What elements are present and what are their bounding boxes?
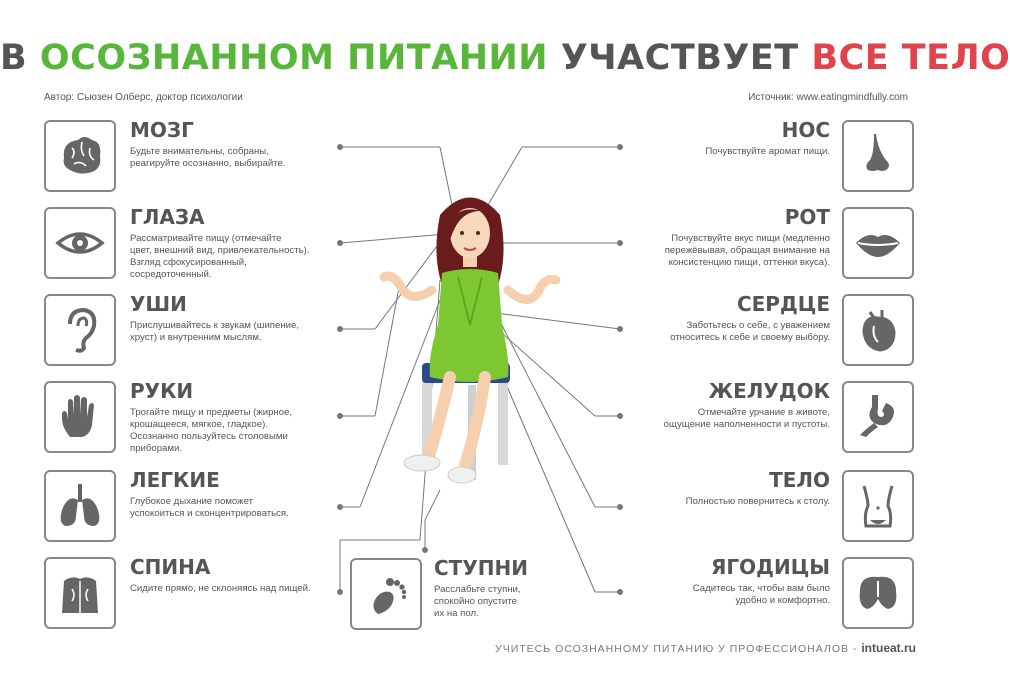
nose-icon-box [842, 120, 914, 192]
ear-icon-box [44, 294, 116, 366]
source-line: Источник: www.eatingmindfully.com [748, 92, 908, 103]
hand-icon-box [44, 381, 116, 453]
heart-icon-box [842, 294, 914, 366]
mouth-icon [852, 217, 904, 269]
left_items-card-1 [130, 206, 460, 281]
stomach-icon-box [842, 381, 914, 453]
card-title: РОТ [784, 205, 830, 229]
back-icon [54, 567, 106, 619]
footer-text: УЧИТЕСЬ ОСОЗНАННОМУ ПИТАНИЮ У ПРОФЕССИОНАЛОВ - [495, 643, 862, 655]
card-title: РУКИ [130, 379, 194, 403]
card-text: Садитесь так, чтобы вам было удобно и комфортно. [692, 583, 830, 606]
back-icon-box [44, 557, 116, 629]
card-title: НОС [781, 118, 830, 142]
footer [495, 641, 916, 655]
card-title: МОЗГ [130, 118, 194, 142]
brain-icon [54, 130, 106, 182]
card-text: Глубокое дыхание поможет успокоиться и сконцентрироваться. [130, 496, 289, 519]
card-text: Трогайте пищу и предметы (жирное, крошащееся, мягкое, гладкое). Осознанно пользуйтесь столовыми приборами. [130, 407, 293, 454]
left_items-card-3 [130, 380, 460, 455]
card-title: ТЕЛО [769, 468, 830, 492]
eye-icon [54, 217, 106, 269]
card-text: Сидите прямо, не склоняясь над пищей. [130, 583, 311, 594]
feet-card [434, 557, 594, 620]
card-title: ГЛАЗА [130, 205, 205, 229]
feet-icon-box [350, 558, 422, 630]
footer-brand: intueat.ru [861, 641, 916, 655]
brain-icon-box [44, 120, 116, 192]
card-text: Будьте внимательны, собраны, реагируйте осознанно, выбирайте. [130, 146, 286, 169]
card-title: ЛЕГКИЕ [130, 468, 220, 492]
stomach-icon [852, 391, 904, 443]
feet-text: Расслабьте ступни, спокойно опустите их на пол. [434, 584, 521, 619]
buttocks-icon-box [842, 557, 914, 629]
title-part-3: УЧАСТВУЕТ [560, 38, 799, 78]
lungs-icon [54, 480, 106, 532]
card-title: ЖЕЛУДОК [708, 379, 830, 403]
left_items-card-0 [130, 119, 460, 170]
buttocks-icon [852, 567, 904, 619]
ear-icon [54, 304, 106, 356]
nose-icon [852, 130, 904, 182]
torso-icon-box [842, 470, 914, 542]
card-text: Прислушивайтесь к звукам (шипение, хруст) и внутренним мыслям. [130, 320, 299, 343]
author-line: Автор: Сьюзен Олберс, доктор психологии [44, 92, 243, 103]
right_items-card-3 [500, 380, 830, 431]
hand-icon [54, 391, 106, 443]
heart-icon [852, 304, 904, 356]
left_items-card-4 [130, 469, 460, 520]
mouth-icon-box [842, 207, 914, 279]
card-title: СПИНА [130, 555, 211, 579]
card-text: Рассматривайте пищу (отмечайте цвет, внешний вид, привлекательность). Взгляд сфокусированный, сосредоточенный. [130, 233, 310, 280]
feet-title: СТУПНИ [434, 556, 528, 580]
right_items-card-4 [500, 469, 830, 508]
card-title: СЕРДЦЕ [736, 292, 830, 316]
title-part-4: ВСЕ ТЕЛО [811, 38, 1010, 78]
right_items-card-2 [500, 293, 830, 344]
left_items-card-2 [130, 293, 460, 344]
torso-icon [852, 480, 904, 532]
right_items-card-0 [500, 119, 830, 158]
eye-icon-box [44, 207, 116, 279]
title-part-1: В [0, 38, 28, 78]
card-text: Отмечайте урчание в животе, ощущение наполненности и пустоты. [663, 407, 830, 430]
card-text: Почувствуйте аромат пищи. [705, 146, 830, 157]
card-title: ЯГОДИЦЫ [711, 555, 830, 579]
card-title: УШИ [130, 292, 187, 316]
right_items-card-1 [500, 206, 830, 269]
title-part-2: ОСОЗНАННОМ ПИТАНИИ [39, 38, 549, 78]
foot-icon [360, 568, 412, 620]
card-text: Заботьтесь о себе, с уважением относитесь к себе и своему выбору. [670, 320, 830, 343]
card-text: Полностью повернитесь к столу. [685, 496, 830, 507]
card-text: Почувствуйте вкус пищи (медленно пережёвывая, обращая внимание на консистенцию пищи, оттенки вкуса). [664, 233, 830, 268]
lungs-icon-box [44, 470, 116, 542]
